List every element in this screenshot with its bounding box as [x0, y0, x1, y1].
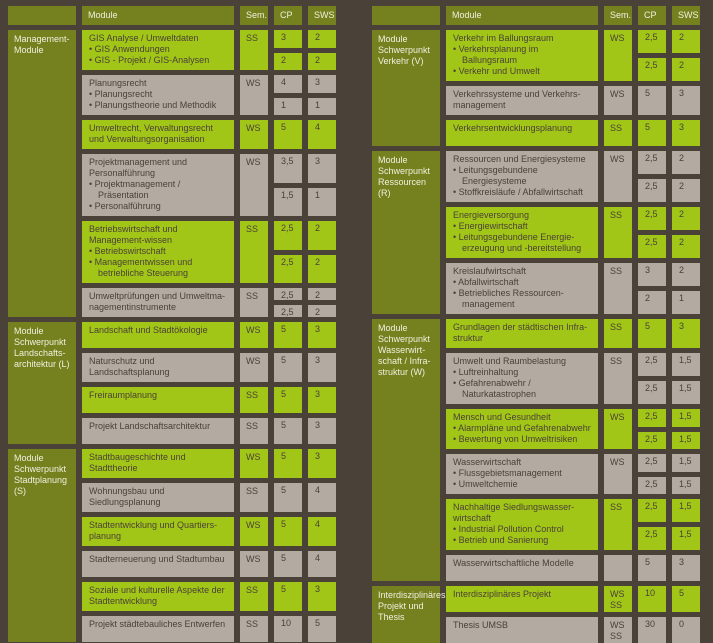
module-title: Projekt städtebauliches Entwerfen: [89, 619, 226, 629]
sws-value: 1: [308, 98, 336, 116]
sem-cell: WS: [604, 409, 632, 449]
module-cell: [446, 617, 598, 643]
cp-values: [274, 221, 302, 283]
sem-cell: SS: [240, 288, 268, 317]
cp-value: 5: [274, 353, 302, 382]
module-cell: [446, 555, 598, 581]
sws-values: [672, 30, 700, 81]
module-cell: [82, 154, 234, 216]
module-title: Wohnungsbau und Siedlungsplanung: [89, 486, 165, 507]
cp-value: 2: [274, 53, 302, 71]
sws-values: [672, 151, 700, 202]
cp-values: [638, 151, 666, 202]
sem-cell: WS SS: [604, 617, 632, 643]
sem-cell: WS: [604, 151, 632, 202]
category-cell: Module Schwerpunkt Ressourcen (R): [372, 151, 440, 314]
sws-value: 2: [308, 305, 336, 317]
module-title: Mensch und Gesundheit: [453, 412, 551, 422]
module-table-right: [372, 6, 700, 643]
module-subitem: • Verkehr und Umwelt: [453, 66, 591, 77]
sws-value: 2: [308, 288, 336, 300]
cp-value: 5: [274, 449, 302, 478]
module-subitem: • GIS Anwendungen: [89, 44, 227, 55]
cp-values: [638, 30, 666, 81]
module-cell: [446, 151, 598, 202]
cp-value: 2,5: [638, 353, 666, 376]
cp-value: 10: [274, 616, 302, 642]
module-column-header: Module: [446, 6, 598, 25]
sem-cell: WS: [240, 154, 268, 216]
cp-value: 2,5: [638, 409, 666, 427]
sws-values: [308, 221, 336, 283]
module-title: Stadterneuerung und Stadtumbau: [89, 554, 225, 564]
module-subitem: • Managementwissen und betriebliche Steuerung: [89, 257, 227, 279]
sws-value: 3: [308, 353, 336, 382]
sws-value: 2: [672, 179, 700, 202]
module-subitem: • Flussgebietsmanagement: [453, 468, 591, 479]
cp-values: [638, 263, 666, 314]
sws-value: 2: [672, 235, 700, 258]
sws-values: [308, 30, 336, 70]
sws-value: 2: [672, 207, 700, 230]
cp-value: 2,5: [638, 527, 666, 550]
cp-values: [274, 418, 302, 444]
cp-value: 2,5: [638, 30, 666, 53]
category-cell: Module Schwerpunkt Stadtplanung (S): [8, 449, 76, 642]
cp-values: [274, 387, 302, 413]
sws-value: 4: [308, 483, 336, 512]
sws-value: 3: [308, 154, 336, 183]
category-cell: Management-Module: [8, 30, 76, 317]
sws-value: 5: [308, 616, 336, 642]
cp-value: 5: [274, 551, 302, 577]
cp-value: 5: [274, 483, 302, 512]
category-cell: Module Schwerpunkt Landschafts-architektur (L): [8, 322, 76, 444]
sws-values: [672, 353, 700, 404]
cp-value: 2,5: [638, 432, 666, 450]
sem-cell: SS: [240, 30, 268, 70]
module-subitem: • Leitungsgebundene Energie-erzeugung und -bereitstellung: [453, 232, 591, 254]
module-title: Wasserwirtschaft: [453, 457, 522, 467]
cp-values: [638, 409, 666, 449]
module-subitem: • Betriebswirtschaft: [89, 246, 227, 257]
cp-values: [274, 30, 302, 70]
module-cell: [446, 207, 598, 258]
sws-values: [308, 551, 336, 577]
module-title: Projektmanagement und Personalführung: [89, 157, 188, 178]
module-title: Wasserwirtschaftliche Modelle: [453, 558, 574, 568]
cp-value: 2,5: [274, 305, 302, 317]
module-subitem: • Industrial Pollution Control: [453, 524, 591, 535]
cp-value: 5: [274, 322, 302, 348]
cp-value: 5: [638, 120, 666, 146]
module-subitem: • Planungsrecht: [89, 89, 227, 100]
sws-value: 3: [308, 582, 336, 611]
sws-values: [672, 586, 700, 612]
module-cell: [446, 263, 598, 314]
cp-value: 5: [638, 319, 666, 348]
sws-value: 1,5: [672, 527, 700, 550]
cp-value: 30: [638, 617, 666, 643]
sem-cell: SS: [240, 483, 268, 512]
module-title: Verkehr im Ballungsraum: [453, 33, 554, 43]
sem-cell: [604, 555, 632, 581]
module-subitem: • Personalführung: [89, 201, 227, 212]
sem-cell: WS: [240, 322, 268, 348]
cp-value: 2,5: [638, 207, 666, 230]
cp-values: [638, 207, 666, 258]
module-cell: [82, 387, 234, 413]
sws-value: 2: [308, 221, 336, 250]
sem-cell: WS: [240, 120, 268, 149]
sws-value: 3: [308, 387, 336, 413]
module-cell: [82, 517, 234, 546]
cp-values: [274, 75, 302, 115]
cp-values: [638, 555, 666, 581]
module-title: Freiraumplanung: [89, 390, 158, 400]
module-subitem: • Umweltchemie: [453, 479, 591, 490]
module-title: Verkehrssysteme und Verkehrs-management: [453, 89, 581, 110]
category-cell: Module Schwerpunkt Wasserwirt-schaft / Infra-struktur (W): [372, 319, 440, 581]
module-cell: [82, 221, 234, 283]
sem-cell: WS: [604, 86, 632, 115]
sem-cell: SS: [604, 207, 632, 258]
sws-values: [672, 120, 700, 146]
module-cell: [82, 353, 234, 382]
module-title: Grundlagen der städtischen Infra-struktur: [453, 322, 588, 343]
sws-value: 1,5: [672, 432, 700, 450]
sws-value: 1,5: [672, 477, 700, 495]
module-title: Umweltrecht, Verwaltungsrecht und Verwaltungsorganisation: [89, 123, 214, 144]
sws-values: [308, 517, 336, 546]
sws-values: [672, 454, 700, 494]
category-cell: Module Schwerpunkt Verkehr (V): [372, 30, 440, 146]
module-title: Kreislaufwirtschaft: [453, 266, 527, 276]
sws-values: [308, 483, 336, 512]
module-cell: [446, 353, 598, 404]
cp-value: 2,5: [638, 477, 666, 495]
sws-column-header: SWS: [672, 6, 700, 25]
sws-value: 3: [308, 418, 336, 444]
module-cell: [446, 86, 598, 115]
module-title: Stadtbaugeschichte und Stadttheorie: [89, 452, 186, 473]
sem-column-header: Sem.: [604, 6, 632, 25]
module-cell: [446, 586, 598, 612]
sem-cell: WS: [604, 30, 632, 81]
module-subitem: • Luftreinhaltung: [453, 367, 591, 378]
cp-values: [274, 582, 302, 611]
cp-value: 5: [638, 555, 666, 581]
sws-value: 1,5: [672, 353, 700, 376]
sws-value: 2: [672, 30, 700, 53]
category-cell: Interdisziplinäres Projekt und Thesis: [372, 586, 440, 643]
sem-cell: SS: [240, 221, 268, 283]
sem-cell: SS: [604, 263, 632, 314]
sws-value: 3: [672, 86, 700, 115]
sem-cell: WS: [240, 551, 268, 577]
sws-values: [308, 449, 336, 478]
cp-column-header: CP: [638, 6, 666, 25]
module-cell: [82, 288, 234, 317]
module-title: Soziale und kulturelle Aspekte der Stadtentwicklung: [89, 585, 225, 606]
module-cell: [446, 499, 598, 550]
module-cell: [82, 449, 234, 478]
module-title: Naturschutz und Landschaftsplanung: [89, 356, 170, 377]
sem-cell: SS: [604, 120, 632, 146]
sws-value: 2: [672, 151, 700, 174]
cp-value: 2: [638, 291, 666, 314]
sws-values: [308, 75, 336, 115]
sws-values: [672, 207, 700, 258]
cp-value: 5: [274, 582, 302, 611]
sws-value: 3: [672, 120, 700, 146]
cp-value: 2,5: [274, 221, 302, 250]
sws-value: 1,5: [672, 454, 700, 472]
sws-values: [308, 582, 336, 611]
cp-values: [638, 120, 666, 146]
module-title: Energieversorgung: [453, 210, 530, 220]
cp-value: 5: [638, 86, 666, 115]
module-subitem: • Planungstheorie und Methodik: [89, 100, 227, 111]
sws-value: 2: [308, 255, 336, 284]
module-subitem: • GIS - Projekt / GIS-Analysen: [89, 55, 227, 66]
sem-cell: SS: [240, 387, 268, 413]
cp-values: [274, 353, 302, 382]
category-column-header: [8, 6, 76, 25]
module-subitem: • Bewertung von Umweltrisiken: [453, 434, 591, 445]
sem-cell: SS: [604, 353, 632, 404]
module-subitem: • Projektmanagement / Präsentation: [89, 179, 227, 201]
sws-values: [672, 263, 700, 314]
module-subitem: • Verkehrsplanung im Ballungsraum: [453, 44, 591, 66]
module-cell: [82, 75, 234, 115]
cp-value: 5: [274, 120, 302, 149]
sem-cell: WS: [240, 517, 268, 546]
module-cell: [446, 409, 598, 449]
sem-cell: WS: [240, 75, 268, 115]
sws-value: 5: [672, 586, 700, 612]
sws-column-header: SWS: [308, 6, 336, 25]
sws-values: [672, 555, 700, 581]
module-title: GIS Analyse / Umweltdaten: [89, 33, 199, 43]
cp-value: 4: [274, 75, 302, 93]
sem-column-header: Sem.: [240, 6, 268, 25]
module-title: Umweltprüfungen und Umweltma-nagementinstrumente: [89, 291, 226, 312]
module-title: Nachhaltige Siedlungswasser-wirtschaft: [453, 502, 575, 523]
sws-value: 1,5: [672, 381, 700, 404]
module-cell: [82, 120, 234, 149]
sws-value: 2: [308, 53, 336, 71]
sws-value: 2: [308, 30, 336, 48]
cp-value: 3,5: [274, 154, 302, 183]
cp-values: [638, 454, 666, 494]
sws-value: 1,5: [672, 499, 700, 522]
category-column-header: [372, 6, 440, 25]
module-cell: [446, 454, 598, 494]
cp-value: 2,5: [638, 499, 666, 522]
cp-values: [274, 551, 302, 577]
cp-value: 3: [638, 263, 666, 286]
sws-value: 1,5: [672, 409, 700, 427]
sem-cell: WS: [604, 454, 632, 494]
module-subitem: • Betrieb und Sanierung: [453, 535, 591, 546]
module-cell: [82, 322, 234, 348]
cp-values: [274, 154, 302, 216]
cp-value: 5: [274, 387, 302, 413]
cp-value: 5: [274, 517, 302, 546]
module-subitem: • Gefahrenabwehr / Naturkatastrophen: [453, 378, 591, 400]
module-cell: [82, 483, 234, 512]
module-subitem: • Energiewirtschaft: [453, 221, 591, 232]
cp-value: 2,5: [638, 454, 666, 472]
cp-values: [638, 586, 666, 612]
sws-value: 3: [672, 555, 700, 581]
sws-values: [308, 154, 336, 216]
sws-values: [308, 288, 336, 317]
cp-value: 2,5: [638, 179, 666, 202]
module-title: Projekt Landschaftsarchitektur: [89, 421, 211, 431]
sws-values: [308, 418, 336, 444]
cp-value: 2,5: [274, 255, 302, 284]
sws-values: [308, 353, 336, 382]
module-cell: [82, 30, 234, 70]
sws-values: [672, 409, 700, 449]
sws-value: 1: [672, 291, 700, 314]
module-table-left: [8, 6, 336, 643]
sem-cell: SS: [240, 418, 268, 444]
module-title: Thesis UMSB: [453, 620, 509, 630]
cp-values: [274, 322, 302, 348]
sws-value: 0: [672, 617, 700, 643]
sws-value: 4: [308, 551, 336, 577]
module-cell: [446, 120, 598, 146]
sws-values: [308, 120, 336, 149]
sws-value: 3: [308, 322, 336, 348]
cp-value: 1: [274, 98, 302, 116]
sem-cell: WS: [240, 353, 268, 382]
module-subitem: • Betriebliches Ressourcen-management: [453, 288, 591, 310]
cp-values: [274, 449, 302, 478]
module-title: Ressourcen und Energiesysteme: [453, 154, 586, 164]
sws-values: [672, 86, 700, 115]
module-subitem: • Alarmpläne und Gefahrenabwehr: [453, 423, 591, 434]
sws-values: [308, 322, 336, 348]
module-column-header: Module: [82, 6, 234, 25]
cp-value: 2,5: [638, 151, 666, 174]
sws-value: 2: [672, 58, 700, 81]
sws-value: 2: [672, 263, 700, 286]
cp-values: [638, 499, 666, 550]
module-cell: [82, 418, 234, 444]
sem-cell: SS: [240, 582, 268, 611]
module-title: Betriebswirtschaft und Management-wissen: [89, 224, 178, 245]
cp-value: 5: [274, 418, 302, 444]
module-cell: [82, 582, 234, 611]
cp-values: [638, 319, 666, 348]
sem-cell: SS: [604, 319, 632, 348]
sem-cell: WS SS: [604, 586, 632, 612]
sem-cell: SS: [604, 499, 632, 550]
module-cell: [82, 551, 234, 577]
module-title: Verkehrsentwicklungsplanung: [453, 123, 573, 133]
cp-value: 2,5: [638, 381, 666, 404]
sws-value: 3: [308, 75, 336, 93]
sws-values: [672, 499, 700, 550]
cp-values: [274, 120, 302, 149]
sws-values: [308, 387, 336, 413]
sem-cell: WS: [240, 449, 268, 478]
module-cell: [82, 616, 234, 642]
sem-cell: SS: [240, 616, 268, 642]
module-subitem: • Abfallwirtschaft: [453, 277, 591, 288]
module-subitem: • Leitungsgebundene Energiesysteme: [453, 165, 591, 187]
module-cell: [446, 319, 598, 348]
cp-values: [274, 616, 302, 642]
cp-values: [638, 353, 666, 404]
sws-value: 3: [672, 319, 700, 348]
cp-column-header: CP: [274, 6, 302, 25]
module-subitem: • Stoffkreisläufe / Abfallwirtschaft: [453, 187, 591, 198]
cp-value: 1,5: [274, 188, 302, 217]
cp-value: 10: [638, 586, 666, 612]
sws-value: 4: [308, 517, 336, 546]
sws-values: [672, 617, 700, 643]
cp-value: 3: [274, 30, 302, 48]
cp-values: [638, 617, 666, 643]
sws-values: [672, 319, 700, 348]
module-title: Landschaft und Stadtökologie: [89, 325, 208, 335]
module-title: Planungsrecht: [89, 78, 147, 88]
sws-value: 4: [308, 120, 336, 149]
module-title: Stadtentwicklung und Quartiers-planung: [89, 520, 218, 541]
sws-values: [308, 616, 336, 642]
cp-values: [638, 86, 666, 115]
sws-value: 1: [308, 188, 336, 217]
module-title: Interdisziplinäres Projekt: [453, 589, 552, 599]
cp-value: 2,5: [274, 288, 302, 300]
cp-values: [274, 483, 302, 512]
module-title: Umwelt und Raumbelastung: [453, 356, 567, 366]
cp-value: 2,5: [638, 235, 666, 258]
cp-value: 2,5: [638, 58, 666, 81]
module-cell: [446, 30, 598, 81]
cp-values: [274, 517, 302, 546]
cp-values: [274, 288, 302, 317]
sws-value: 3: [308, 449, 336, 478]
